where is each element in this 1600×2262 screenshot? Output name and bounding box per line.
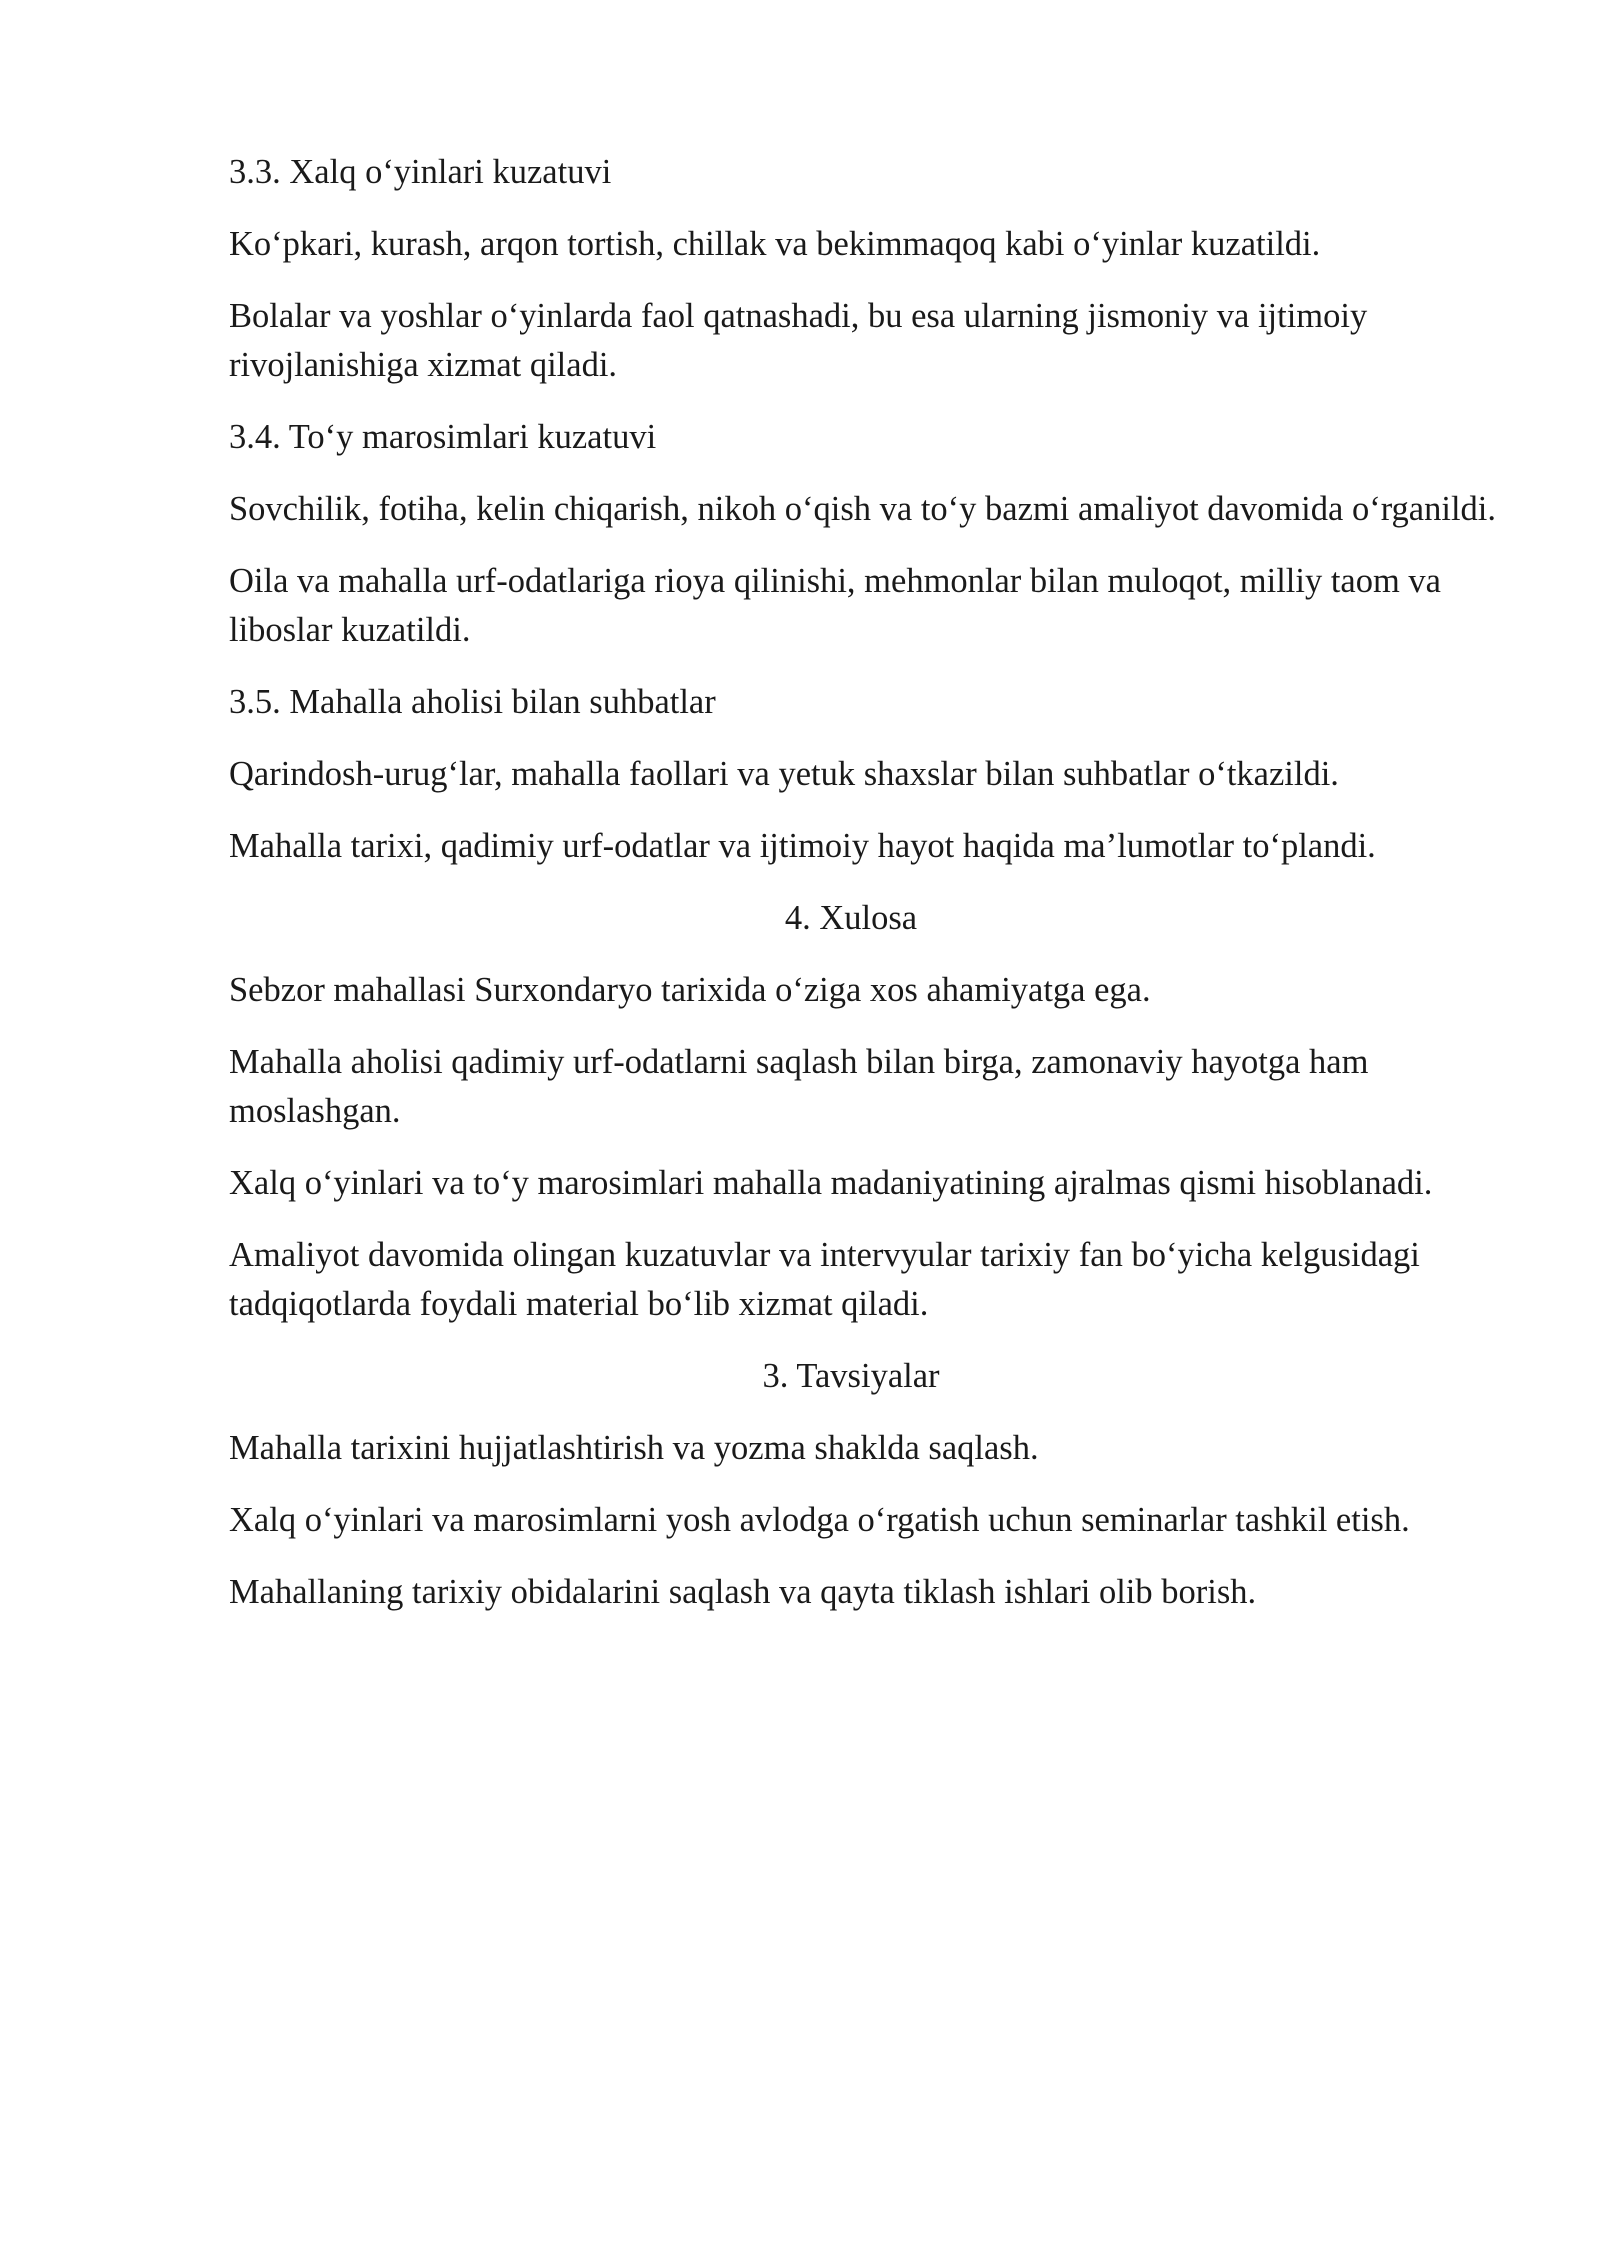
paragraph: Qarindosh-urug‘lar, mahalla faollari va yetuk shaxslar bilan suhbatlar o‘tkazildi. xyxy=(229,755,1339,793)
document-page xyxy=(229,148,1499,1640)
section-heading-conclusion: 4. Xulosa xyxy=(784,899,918,937)
paragraph: Xalq o‘yinlari va marosimlarni yosh avlodga o‘rgatish uchun seminarlar tashkil etish. xyxy=(229,1501,1410,1539)
paragraph: Oila va mahalla urf-odatlariga rioya qilinishi, mehmonlar bilan muloqot, milliy taom va liboslar kuzatildi. xyxy=(229,562,1441,649)
section-heading-3-4: 3.4. To‘y marosimlari kuzatuvi xyxy=(229,418,657,456)
paragraph: Mahallaning tarixiy obidalarini saqlash va qayta tiklash ishlari olib borish. xyxy=(229,1573,1257,1611)
paragraph: Mahalla aholisi qadimiy urf-odatlarni saqlash bilan birga, zamonaviy hayotga ham moslashgan. xyxy=(229,1043,1369,1130)
paragraph: Sebzor mahallasi Surxondaryo tarixida o‘ziga xos ahamiyatga ega. xyxy=(229,971,1151,1009)
paragraph: Ko‘pkari, kurash, arqon tortish, chillak va bekimmaqoq kabi o‘yinlar kuzatildi. xyxy=(229,225,1321,263)
paragraph: Sovchilik, fotiha, kelin chiqarish, nikoh o‘qish va to‘y bazmi amaliyot davomida o‘rganildi. xyxy=(229,490,1496,528)
paragraph: Xalq o‘yinlari va to‘y marosimlari mahalla madaniyatining ajralmas qismi hisoblanadi. xyxy=(229,1164,1433,1202)
paragraph: Amaliyot davomida olingan kuzatuvlar va intervyular tarixiy fan bo‘yicha kelgusidagi tadqiqotlarda foydali material bo‘lib xizmat qiladi. xyxy=(229,1236,1420,1323)
section-heading-3-3: 3.3. Xalq o‘yinlari kuzatuvi xyxy=(229,153,612,191)
section-heading-recommendations: 3. Tavsiyalar xyxy=(762,1357,940,1395)
paragraph: Mahalla tarixi, qadimiy urf-odatlar va ijtimoiy hayot haqida ma’lumotlar to‘plandi. xyxy=(229,827,1376,865)
section-heading-3-5: 3.5. Mahalla aholisi bilan suhbatlar xyxy=(229,683,716,721)
paragraph: Mahalla tarixini hujjatlashtirish va yozma shaklda saqlash. xyxy=(229,1429,1039,1467)
paragraph: Bolalar va yoshlar o‘yinlarda faol qatnashadi, bu esa ularning jismoniy va ijtimoiy rivojlanishiga xizmat qiladi. xyxy=(229,297,1368,384)
